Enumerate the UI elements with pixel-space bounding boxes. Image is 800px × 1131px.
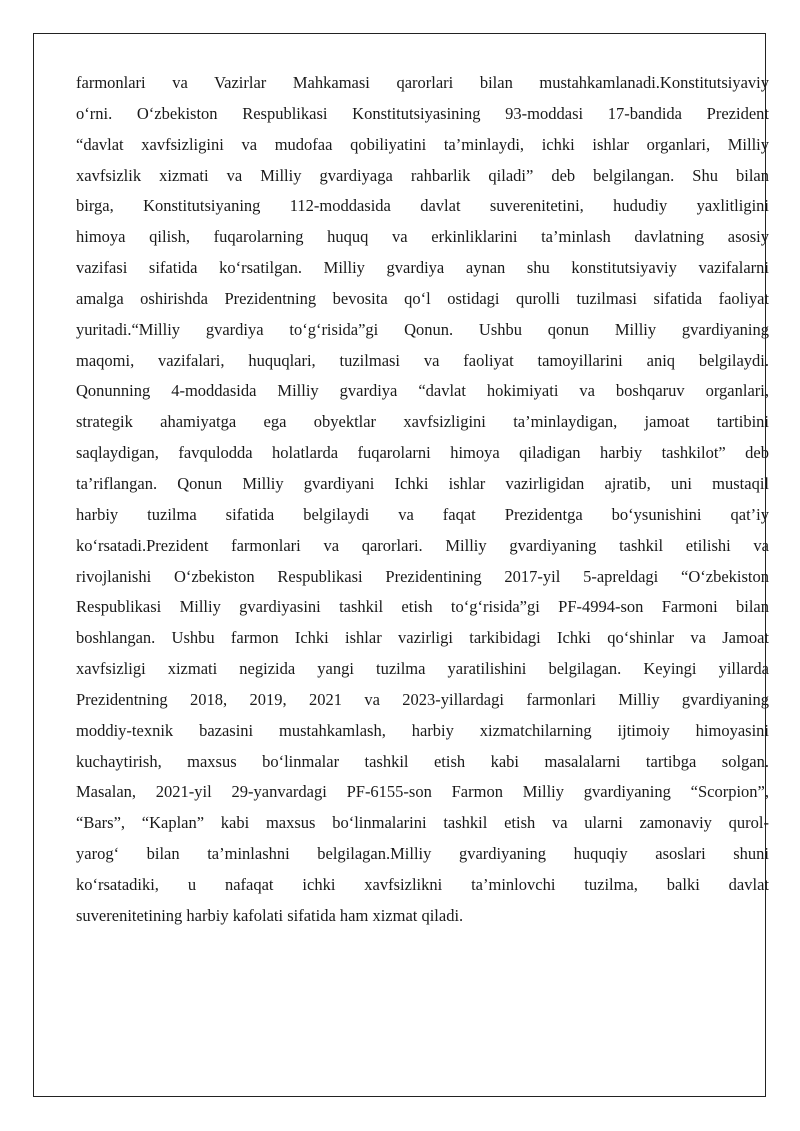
text-line: moddiy-texnik bazasini mustahkamlash, harbiy xizmatchilarning ijtimoiy himoyasini xyxy=(76,720,769,740)
text-line: “davlat xavfsizligini va mudofaa qobiliyatini ta’minlaydi, ichki ishlar organlari, Milliy xyxy=(76,134,769,154)
text-line: himoya qilish, fuqarolarning huquq va erkinliklarini ta’minlash davlatning asosiy xyxy=(76,227,769,247)
text-line: vazifasi sifatida ko‘rsatilgan. Milliy gvardiya aynan shu konstitutsiyaviy vazifalarni xyxy=(76,258,769,278)
text-line: “Bars”, “Kaplan” kabi maxsus bo‘linmalarini tashkil etish va ularni zamonaviy qurol- xyxy=(76,813,769,833)
text-line: o‘rni. O‘zbekiston Respublikasi Konstitutsiyasining 93-moddasi 17-bandida Prezident xyxy=(76,103,769,123)
text-line: farmonlari va Vazirlar Mahkamasi qarorlari bilan mustahkamlanadi.Konstitutsiyaviy xyxy=(76,73,769,92)
text-line: suverenitetining harbiy kafolati sifatida ham xizmat qiladi. xyxy=(76,905,464,925)
text-line: amalga oshirishda Prezidentning bevosita qo‘l ostidagi qurolli tuzilmasi sifatida faoliyat xyxy=(76,288,769,308)
text-line: strategik ahamiyatga ega obyektlar xavfsizligini ta’minlaydigan, jamoat tartibini xyxy=(76,412,769,432)
text-line: xavfsizligi xizmati negizida yangi tuzilma yaratilishini belgilagan. Keyingi yillarda xyxy=(76,659,769,679)
text-line: Masalan, 2021-yil 29-yanvardagi PF-6155-son Farmon Milliy gvardiyaning “Scorpion”, xyxy=(76,782,769,802)
text-line: boshlangan. Ushbu farmon Ichki ishlar vazirligi tarkibidagi Ichki qo‘shinlar va Jamoat xyxy=(76,628,769,648)
text-line: birga, Konstitutsiyaning 112-moddasida davlat suverenitetini, hududiy yaxlitligini xyxy=(76,196,769,216)
text-line: Prezidentning 2018, 2019, 2021 va 2023-yillardagi farmonlari Milliy gvardiyaning xyxy=(76,689,769,709)
text-line: maqomi, vazifalari, huquqlari, tuzilmasi va faoliyat tamoyillarini aniq belgilaydi. xyxy=(76,350,769,370)
text-line: yuritadi.“Milliy gvardiya to‘g‘risida”gi Qonun. Ushbu qonun Milliy gvardiyaning xyxy=(76,319,769,339)
body-paragraph xyxy=(76,68,769,932)
text-line: saqlaydigan, favqulodda holatlarda fuqarolarni himoya qiladigan harbiy tashkilot” deb xyxy=(76,443,769,463)
text-line: ta’riflangan. Qonun Milliy gvardiyani Ichki ishlar vazirligidan ajratib, uni mustaqil xyxy=(76,473,769,493)
text-line: Qonunning 4-moddasida Milliy gvardiya “davlat hokimiyati va boshqaruv organlari, xyxy=(76,381,769,401)
text-line: rivojlanishi O‘zbekiston Respublikasi Prezidentining 2017-yil 5-apreldagi “O‘zbekiston xyxy=(76,566,769,586)
text-line: harbiy tuzilma sifatida belgilaydi va faqat Prezidentga bo‘ysunishini qat’iy xyxy=(76,504,769,524)
text-line: kuchaytirish, maxsus bo‘linmalar tashkil etish kabi masalalarni tartibga solgan. xyxy=(76,751,769,771)
text-line: ko‘rsatadi.Prezident farmonlari va qarorlari. Milliy gvardiyaning tashkil etilishi va xyxy=(76,535,769,555)
text-line: yarog‘ bilan ta’minlashni belgilagan.Milliy gvardiyaning huquqiy asoslari shuni xyxy=(76,844,769,864)
text-line: xavfsizlik xizmati va Milliy gvardiyaga rahbarlik qiladi” deb belgilangan. Shu bilan xyxy=(76,165,769,185)
text-line: ko‘rsatadiki, u nafaqat ichki xavfsizlikni ta’minlovchi tuzilma, balki davlat xyxy=(76,874,769,894)
text-line: Respublikasi Milliy gvardiyasini tashkil etish to‘g‘risida”gi PF-4994-son Farmoni bilan xyxy=(76,597,769,617)
